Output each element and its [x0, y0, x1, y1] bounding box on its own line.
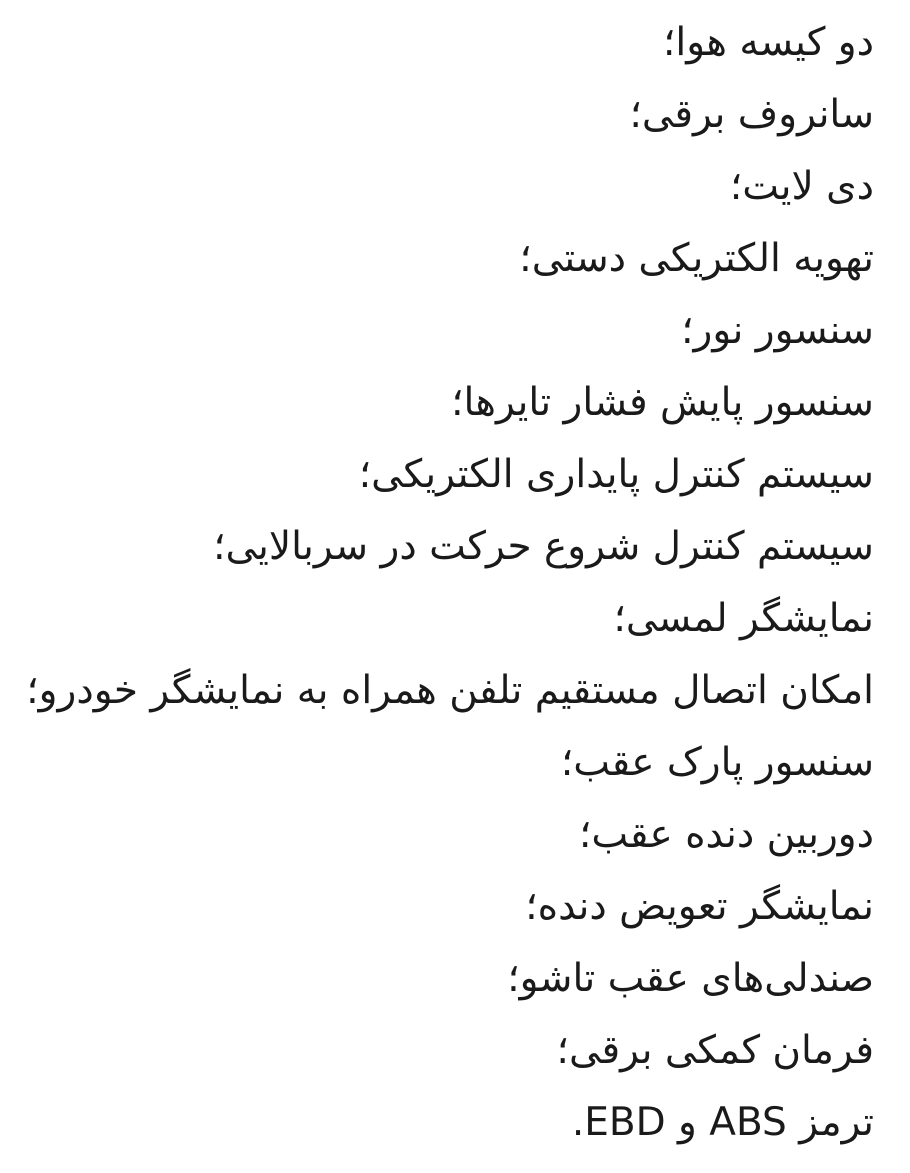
list-item: نمایشگر تعویض دنده؛ [525, 884, 874, 929]
list-item: دی لایت؛ [729, 164, 874, 209]
list-item: دو کیسه هوا؛ [663, 20, 874, 65]
list-item: تهویه الکتریکی دستی؛ [519, 236, 874, 281]
list-item: نمایشگر لمسی؛ [613, 596, 874, 641]
list-item: ترمز ABS و EBD. [571, 1100, 874, 1145]
list-item: سنسور پایش فشار تایرها؛ [451, 380, 874, 425]
list-item: دوربین دنده عقب؛ [579, 812, 874, 857]
list-item: سیستم کنترل پایداری الکتریکی؛ [358, 452, 874, 497]
list-item: امکان اتصال مستقیم تلفن همراه به نمایشگر خودرو؛ [26, 668, 874, 713]
list-item: سانروف برقی؛ [629, 92, 874, 137]
list-item: صندلی‌های عقب تاشو؛ [507, 956, 874, 1001]
list-item: سیستم کنترل شروع حرکت در سربالایی؛ [213, 524, 874, 569]
feature-list [0, 7, 874, 1159]
list-item: سنسور نور؛ [681, 308, 874, 353]
list-item: فرمان کمکی برقی؛ [556, 1028, 874, 1073]
list-item: سنسور پارک عقب؛ [560, 740, 874, 785]
